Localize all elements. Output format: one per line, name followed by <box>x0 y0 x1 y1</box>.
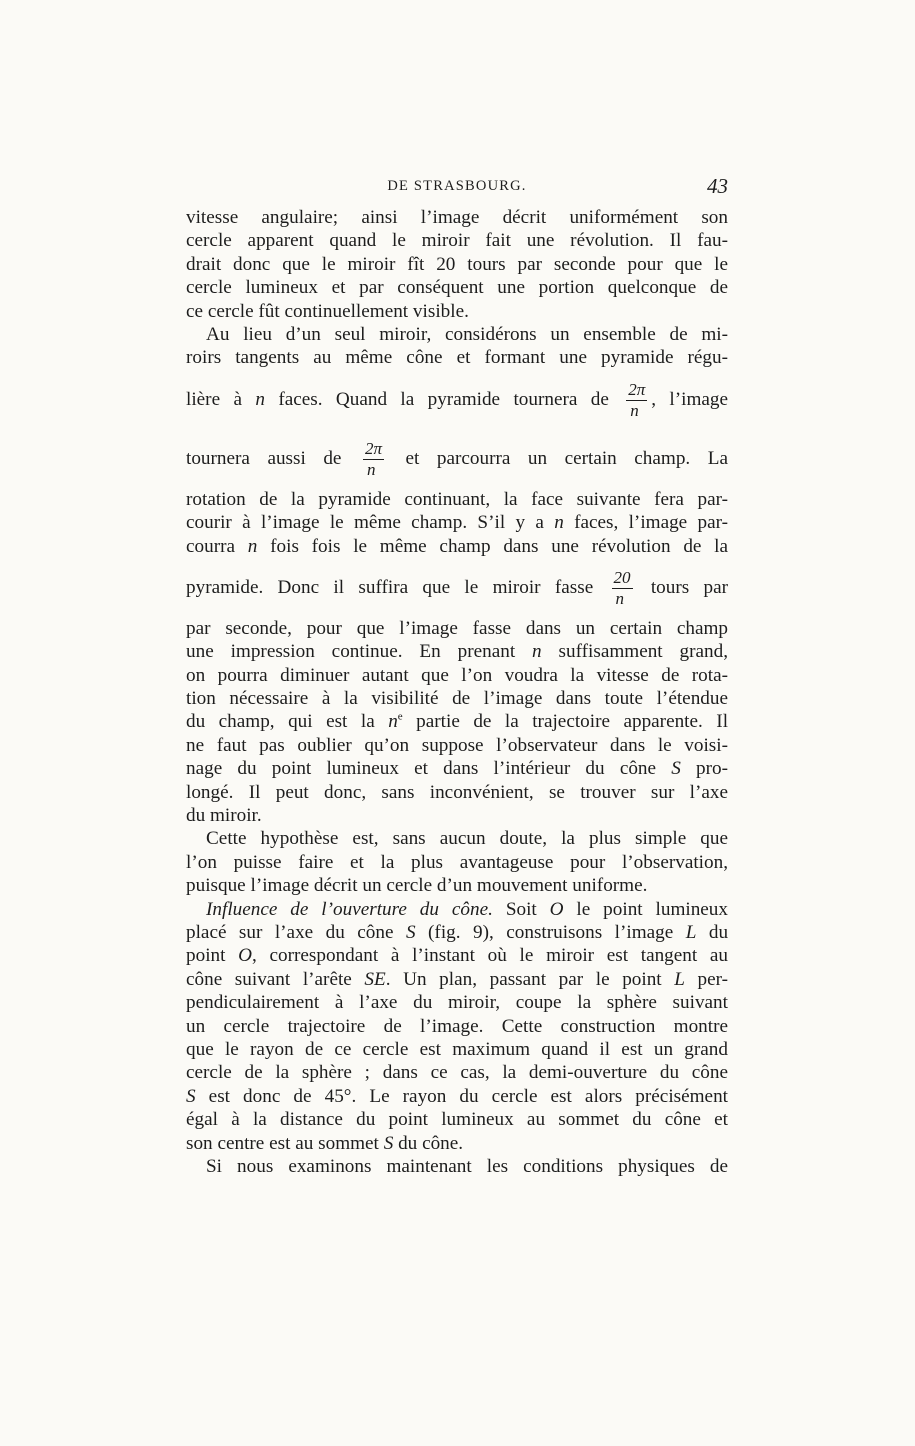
text-line: longé. Il peut donc, sans inconvénient, se trouver sur l’axe <box>186 781 728 803</box>
text-line: tion nécessaire à la visibilité de l’image dans toute l’étendue <box>186 688 728 710</box>
text-line: du miroir. <box>186 805 262 827</box>
fraction-2pi-over-n: $\frac{2\pi}{n}$ <box>364 438 382 479</box>
text-line: égal à la distance du point lumineux au sommet du cône et <box>186 1109 728 1131</box>
text-line: du champ, qui est la $n^e$ partie de la trajectoire apparente. Il <box>186 711 728 733</box>
text-line: tournera aussi de $\frac{2\pi}{n}$ et parcourra un certain champ. La <box>186 438 728 479</box>
text-line: l’on puisse faire et la plus avantageuse pour l’observation, <box>186 851 728 873</box>
fraction-2pi-over-n: $\frac{2\pi}{n}$ <box>628 379 646 420</box>
text-line: courra n fois fois le même champ dans une révolution de la <box>186 535 728 557</box>
text-line: cercle lumineux et par conséquent une portion quelconque de <box>186 277 728 299</box>
text-line: cercle apparent quand le miroir fait une révolution. Il fau- <box>186 230 728 252</box>
text-line: cône suivant l’arête SE. Un plan, passant par le point L per- <box>186 968 728 990</box>
text-line: que le rayon de ce cercle est maximum quand il est un grand <box>186 1038 728 1060</box>
header-title: DE STRASBOURG. <box>387 178 527 194</box>
page-number: 43 <box>707 174 728 198</box>
text-line: drait donc que le miroir fît 20 tours par seconde pour que le <box>186 253 728 275</box>
text-line: nage du point lumineux et dans l’intérieur du cône S pro- <box>186 758 728 780</box>
running-header <box>186 176 728 198</box>
text-line: roirs tangents au même cône et formant une pyramide régu- <box>186 347 728 369</box>
text-line: cercle de la sphère ; dans ce cas, la demi-ouverture du cône <box>186 1062 728 1084</box>
text-line: Influence de l’ouverture du cône. Soit O le point lumineux <box>206 898 728 920</box>
text-line: lière à n faces. Quand la pyramide tournera de $\frac{2\pi}{n}$ , l’image <box>186 379 728 420</box>
text-line: Si nous examinons maintenant les conditions physiques de <box>206 1155 728 1177</box>
text-line: courir à l’image le même champ. S’il y a n faces, l’image par- <box>186 512 728 534</box>
text-line: pyramide. Donc il suffira que le miroir fasse $\frac{20}{n}$ tours par <box>186 568 728 608</box>
section-heading: Influence de l’ouverture du cône. <box>206 898 493 920</box>
text-line: Au lieu d’un seul miroir, considérons un ensemble de mi- <box>206 323 728 345</box>
text-line: puisque l’image décrit un cercle d’un mouvement uniforme. <box>186 875 648 897</box>
text-line: par seconde, pour que l’image fasse dans un certain champ <box>186 617 728 639</box>
text-line: Cette hypothèse est, sans aucun doute, la plus simple que <box>206 828 728 850</box>
text-line: son centre est au sommet S du cône. <box>186 1132 464 1154</box>
text-line: une impression continue. En prenant n suffisamment grand, <box>186 641 728 663</box>
text-line: vitesse angulaire; ainsi l’image décrit uniformément son <box>186 207 728 228</box>
text-line: S est donc de 45°. Le rayon du cercle est alors précisément <box>186 1085 728 1107</box>
body-text <box>186 206 728 1178</box>
text-line: ce cercle fût continuellement visible. <box>186 300 469 322</box>
fraction-20-over-n: $\frac{20}{n}$ <box>613 568 631 608</box>
text-line: on pourra diminuer autant que l’on voudra la vitesse de rota- <box>186 664 728 686</box>
text-line: placé sur l’axe du cône S (fig. 9), construisons l’image L du <box>186 921 728 943</box>
text-line: rotation de la pyramide continuant, la face suivante fera par- <box>186 488 728 510</box>
text-line: point O, correspondant à l’instant où le miroir est tangent au <box>186 945 728 967</box>
text-line: pendiculairement à l’axe du miroir, coupe la sphère suivant <box>186 992 728 1014</box>
text-line: un cercle trajectoire de l’image. Cette construction montre <box>186 1015 728 1037</box>
text-line: ne faut pas oublier qu’on suppose l’observateur dans le voisi- <box>186 734 728 756</box>
